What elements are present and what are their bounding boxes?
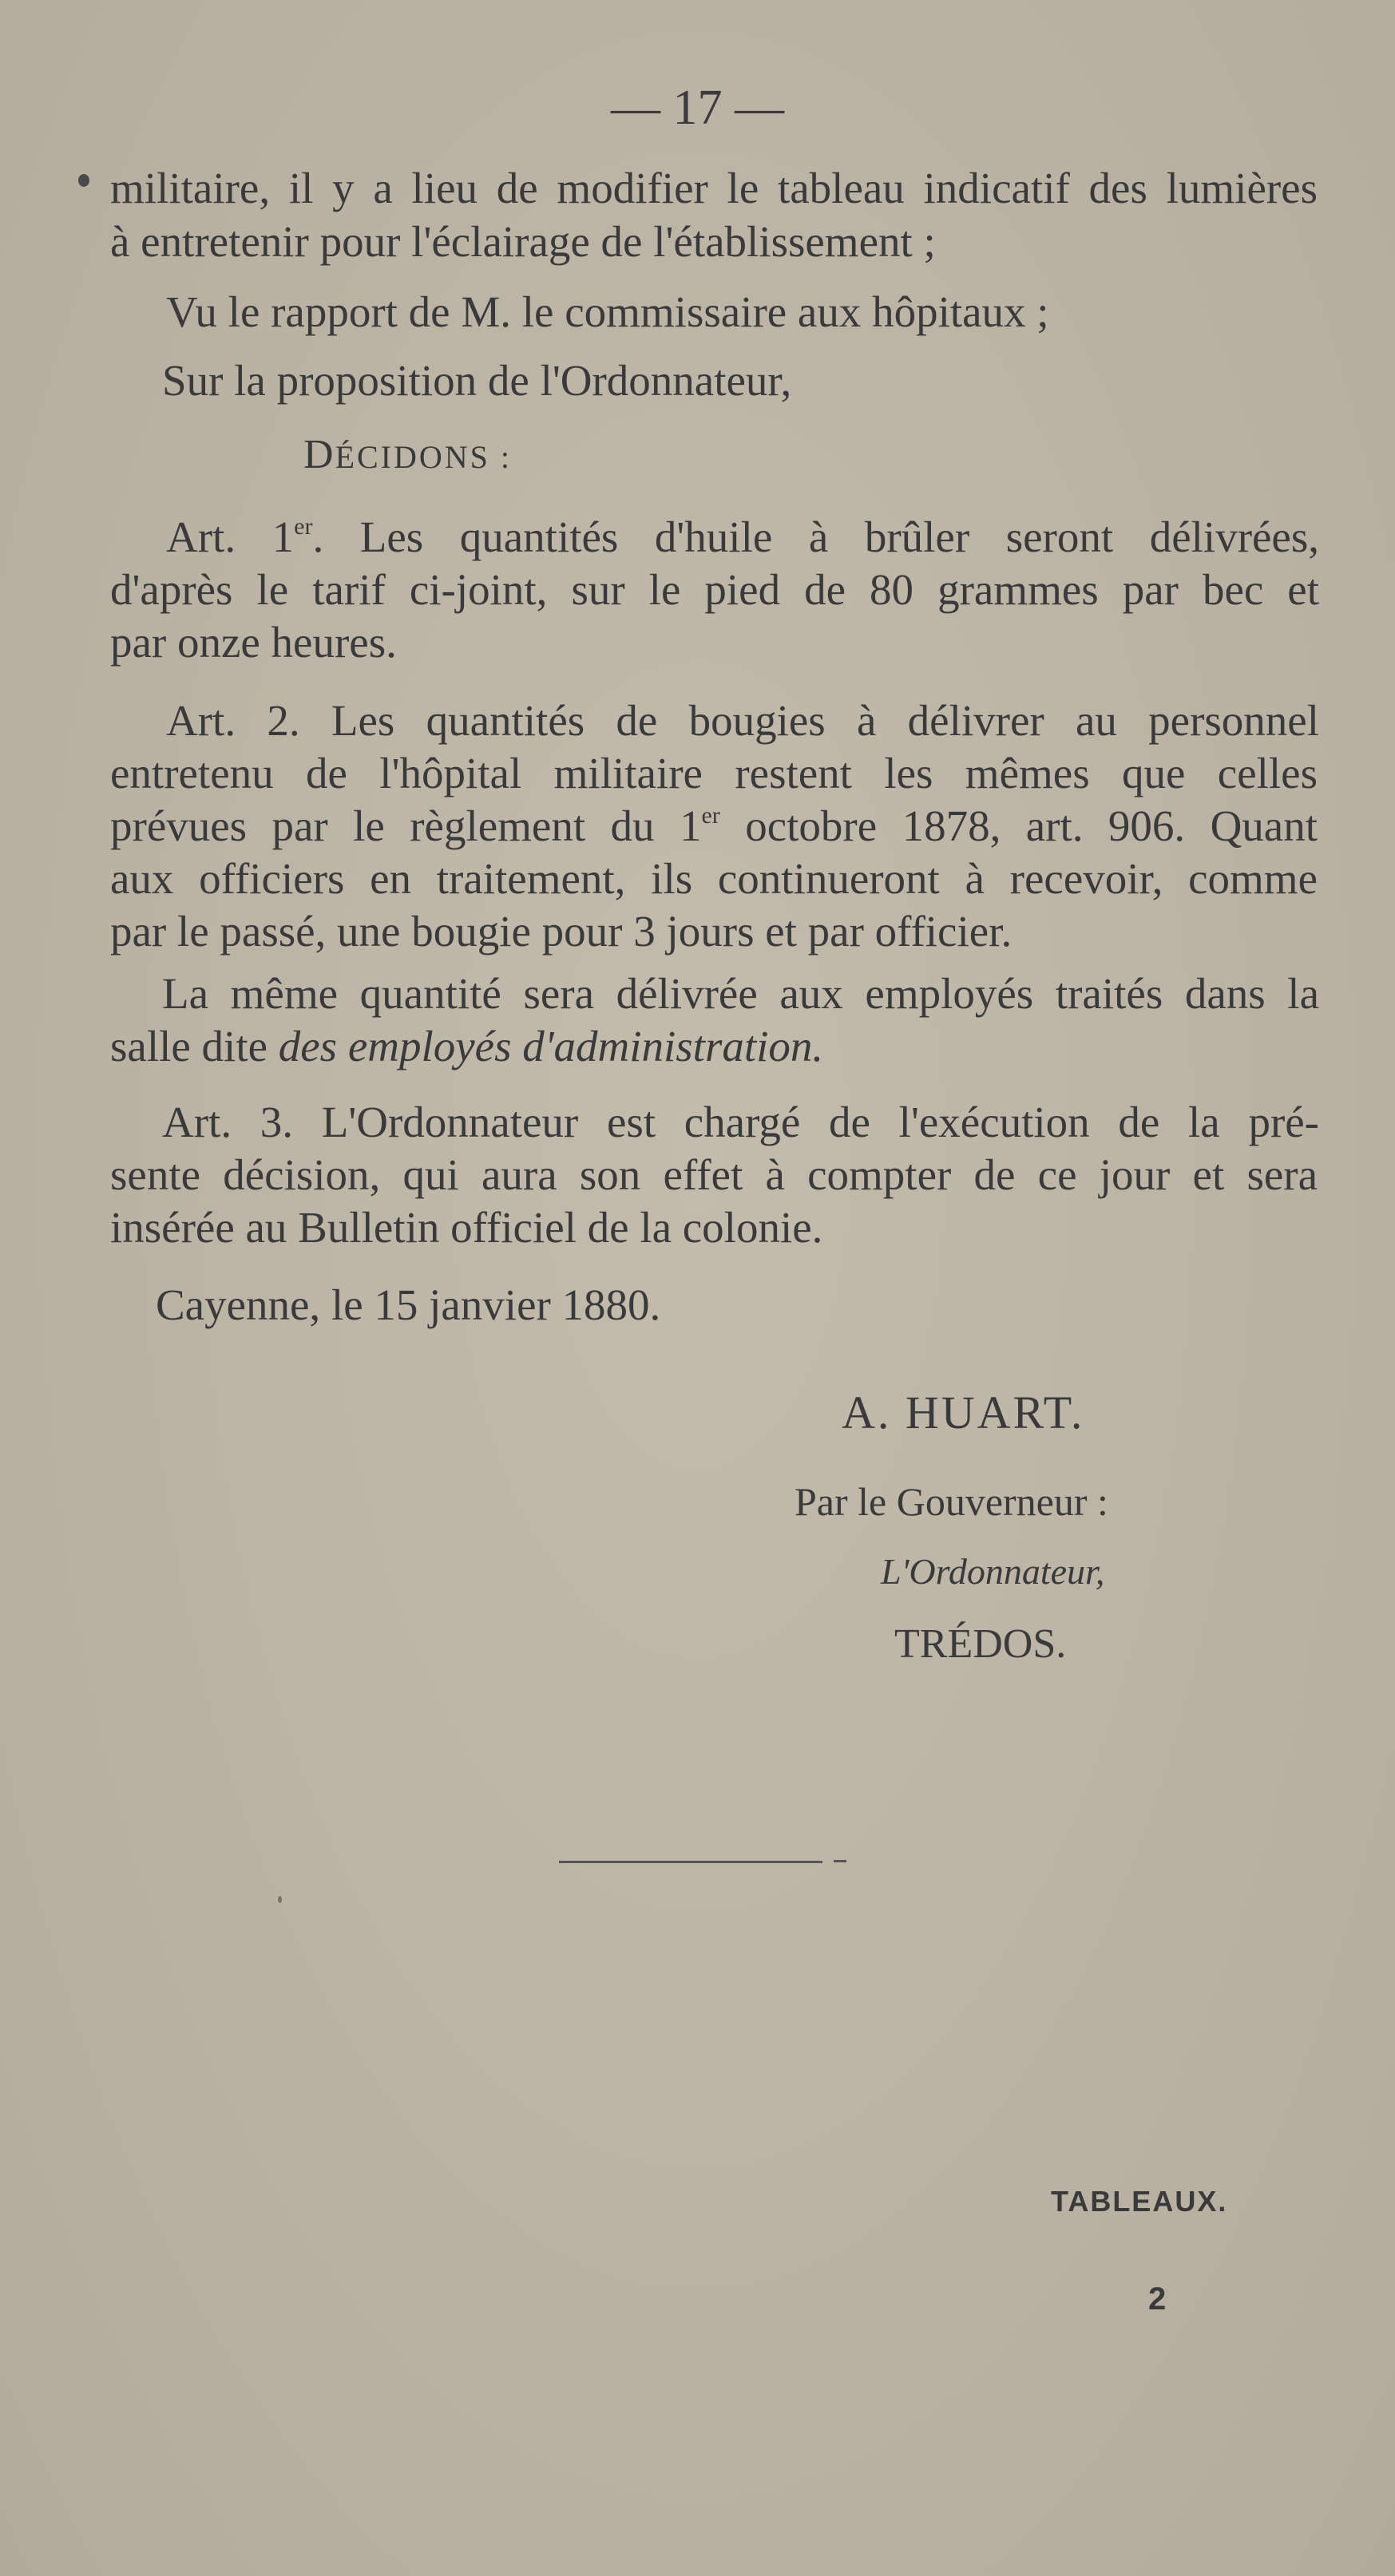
art2-line-3-b: octobre 1878, art. 906. Quant xyxy=(719,801,1318,850)
art2-line-3 xyxy=(110,800,1318,853)
art3-line-1-text: Art. 3. L'Ordonnateur est chargé de l'exécution de la pré- xyxy=(162,1098,1319,1146)
art2-line-4-text: aux officiers en traitement, ils continueront à recevoir, comme xyxy=(110,854,1318,903)
art2-line-4 xyxy=(110,853,1318,905)
art1-rest: . Les quantités d'huile à brûler seront délivrées, xyxy=(312,512,1319,561)
signature-name: A. HUART. xyxy=(842,1387,1085,1438)
separator-rule xyxy=(559,1861,822,1863)
para-line-1-text: La même quantité sera délivrée aux employés traités dans la xyxy=(162,969,1319,1018)
art2-line-1 xyxy=(166,694,1319,747)
decidons-initial: D xyxy=(303,432,335,477)
text-line-2 xyxy=(110,216,936,268)
signature-by-line: Par le Gouverneur : xyxy=(795,1479,1108,1524)
art2-line-3-a: prévues par le règlement du 1 xyxy=(110,801,702,850)
art3-line-2-text: sente décision, qui aura son effet à compter de ce jour et sera xyxy=(110,1150,1318,1199)
body-line-2: à entretenir pour l'éclairage de l'établissement ; xyxy=(110,217,936,266)
ink-speck xyxy=(78,174,89,187)
art1-prefix: Art. 1 xyxy=(166,512,295,561)
decidons-rest: ÉCIDONS : xyxy=(335,439,513,475)
signature-mark: 2 xyxy=(1148,2281,1167,2317)
separator-dash xyxy=(834,1860,846,1862)
body-line-3: Vu le rapport de M. le commissaire aux hôpitaux ; xyxy=(166,287,1049,336)
date-line xyxy=(156,1279,660,1332)
body-line-4: Sur la proposition de l'Ordonnateur, xyxy=(162,356,792,405)
signature-second-name: TRÉDOS. xyxy=(894,1621,1067,1667)
art1-line-1 xyxy=(166,511,1319,564)
para-line-2 xyxy=(110,1020,823,1073)
decidons-heading xyxy=(303,431,512,478)
art1-line-3 xyxy=(110,616,397,669)
page-number: — 17 — xyxy=(611,81,784,135)
date-line-text: Cayenne, le 15 janvier 1880. xyxy=(156,1280,661,1329)
para-line-2-text: salle dite xyxy=(110,1022,279,1070)
art3-line-3 xyxy=(110,1201,822,1254)
art2-line-2 xyxy=(110,747,1318,800)
catchword: TABLEAUX. xyxy=(1051,2185,1228,2218)
para-line-2-italic: des employés d'administration. xyxy=(278,1022,824,1070)
art3-line-2 xyxy=(110,1149,1318,1201)
para-line-1 xyxy=(162,967,1319,1020)
text-line-1 xyxy=(110,162,1318,215)
signature-role: L'Ordonnateur, xyxy=(881,1551,1105,1592)
art1-superscript: er xyxy=(294,513,313,540)
text-line-4 xyxy=(162,354,791,407)
art2-line-5-text: par le passé, une bougie pour 3 jours et par officier. xyxy=(110,907,1013,956)
art1-line-2-text: d'après le tarif ci-joint, sur le pied de 80 grammes par bec et xyxy=(110,565,1319,614)
art3-line-1 xyxy=(162,1096,1319,1149)
art1-line-3-text: par onze heures. xyxy=(110,618,397,667)
text-line-3 xyxy=(166,286,1049,338)
ink-speck xyxy=(278,1896,282,1903)
art2-line-5 xyxy=(110,905,1012,958)
art2-line-2-text: entretenu de l'hôpital militaire restent les mêmes que celles xyxy=(110,749,1318,797)
art1-line-2 xyxy=(110,564,1319,616)
art2-line-1-text: Art. 2. Les quantités de bougies à délivrer au personnel xyxy=(166,696,1319,745)
art3-line-3-text: insérée au Bulletin officiel de la colonie. xyxy=(110,1203,823,1252)
art2-superscript: er xyxy=(701,802,720,829)
body-line-1: militaire, il y a lieu de modifier le tableau indicatif des lumières xyxy=(110,164,1318,212)
